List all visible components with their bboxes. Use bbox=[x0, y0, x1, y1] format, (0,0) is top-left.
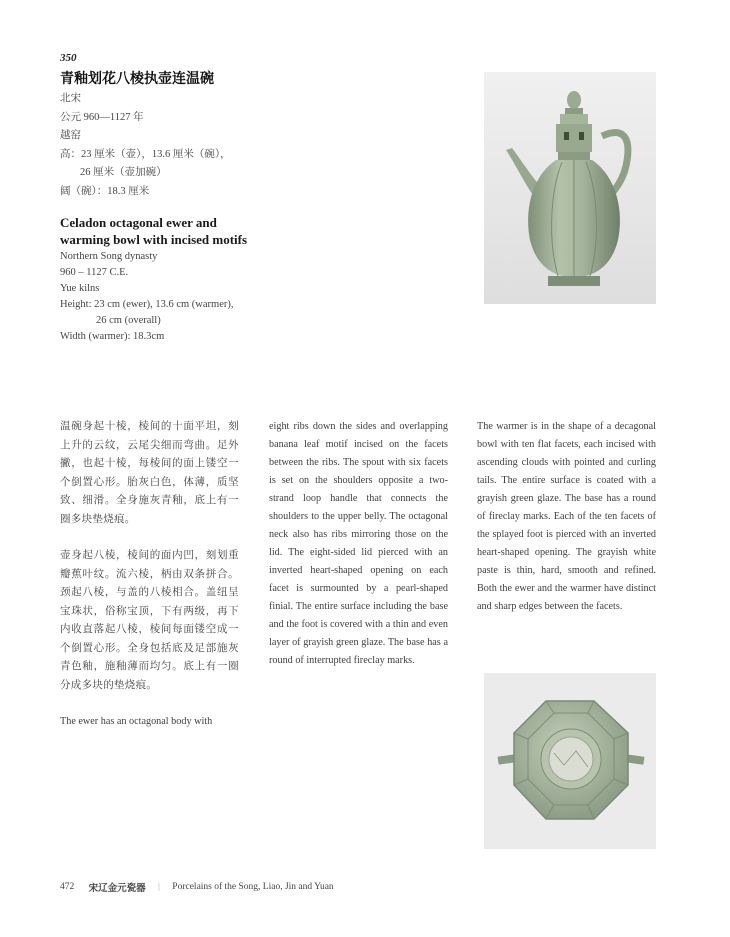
english-paragraph-ewer: eight ribs down the sides and overlapping banana leaf motif incised on the facets between the ribs. The spout with six facets is set on the shoulders opposite a two-strand loop handle that connects the shoulders to the upper belly. The octagonal neck also has ribs mirroring those on the lid. The eight-sided lid pierced with an inverted heart-shaped opening on each facet is surmounted by a pearl-shaped finial. The entire surface including the base and the foot is covered with a thin and even layer of grayish green glaze. The base has a round of interrupted fireclay marks. bbox=[269, 421, 448, 666]
chinese-paragraph-warmer: 温碗身起十棱，棱间的十面平坦，刻上升的云纹，云尾尖细而弯曲。足外撇，也起十棱，每棱间的面上镂空一个倒置心形。胎灰白色，体薄，质坚致、细滑。全身施灰青釉，底上有一圈多块垫烧痕。 bbox=[60, 421, 239, 525]
page-number: 472 bbox=[60, 882, 75, 892]
zh-date: 公元 960—1127 年 bbox=[60, 111, 144, 123]
text-column-1 bbox=[60, 418, 239, 749]
english-metadata bbox=[60, 249, 233, 345]
en-width: Width (warmer): 18.3cm bbox=[60, 331, 165, 342]
entry-number: 350 bbox=[60, 52, 77, 64]
warming-bowl-photo bbox=[484, 673, 656, 849]
chinese-metadata bbox=[60, 90, 231, 201]
english-title-line-1: Celadon octagonal ewer and bbox=[60, 215, 217, 230]
footer-separator: | bbox=[158, 882, 160, 892]
page-footer bbox=[60, 880, 334, 894]
ewer-photo bbox=[484, 72, 656, 304]
footer-chinese-title: 宋辽金元瓷器 bbox=[88, 884, 146, 894]
english-title-line-2: warming bowl with incised motifs bbox=[60, 232, 248, 247]
text-column-3 bbox=[477, 418, 656, 616]
zh-dynasty: 北宋 bbox=[60, 93, 81, 104]
zh-width: 阔（碗）：18.3 厘米 bbox=[60, 185, 150, 197]
text-column-2 bbox=[269, 418, 448, 670]
warming-bowl-illustration bbox=[484, 673, 656, 849]
chinese-paragraph-ewer: 壶身起八棱，棱间的面内凹，刻划重瓣蕉叶纹。流六棱，柄由双条拼合。颈起八棱，与盖的八棱相合。盖纽呈宝珠状，俗称宝顶，下有两级，再下内收直落起八棱，棱间每面镂空成一个倒置心形。全身包括底及足部施灰青色釉，施釉薄而均匀。底上有一圈分成多块的垫烧痕。 bbox=[60, 550, 239, 691]
ewer-illustration bbox=[484, 72, 656, 304]
english-paragraph-warmer: The warmer is in the shape of a decagonal bowl with ten flat facets, each incised with ascending clouds with pointed and curling tails. The entire surface is coated with a grayish green glaze. The base has a round of fireclay marks. Each of the ten facets of the splayed foot is pierced with an inverted heart-shaped opening. The grayish white paste is thin, hard, smooth and refined. Both the ewer and the warmer have distinct and sharp edges between the facets. bbox=[477, 421, 656, 612]
zh-kiln: 越窑 bbox=[60, 130, 81, 141]
en-kiln: Yue kilns bbox=[60, 283, 100, 294]
english-title bbox=[60, 214, 247, 248]
en-height-overall: 26 cm (overall) bbox=[96, 315, 161, 326]
en-date: 960 – 1127 C.E. bbox=[60, 267, 129, 278]
footer-english-title: Porcelains of the Song, Liao, Jin and Yuan bbox=[172, 882, 334, 892]
chinese-title: 青釉划花八棱执壶连温碗 bbox=[60, 72, 214, 87]
zh-height: 高：23 厘米（壶），13.6 厘米（碗）， bbox=[60, 148, 231, 160]
zh-height-overall: 26 厘米（壶加碗） bbox=[80, 167, 167, 178]
en-height: Height: 23 cm (ewer), 13.6 cm (warmer), bbox=[60, 299, 234, 310]
english-paragraph-start: The ewer has an octagonal body with bbox=[60, 716, 213, 727]
en-dynasty: Northern Song dynasty bbox=[60, 251, 158, 262]
